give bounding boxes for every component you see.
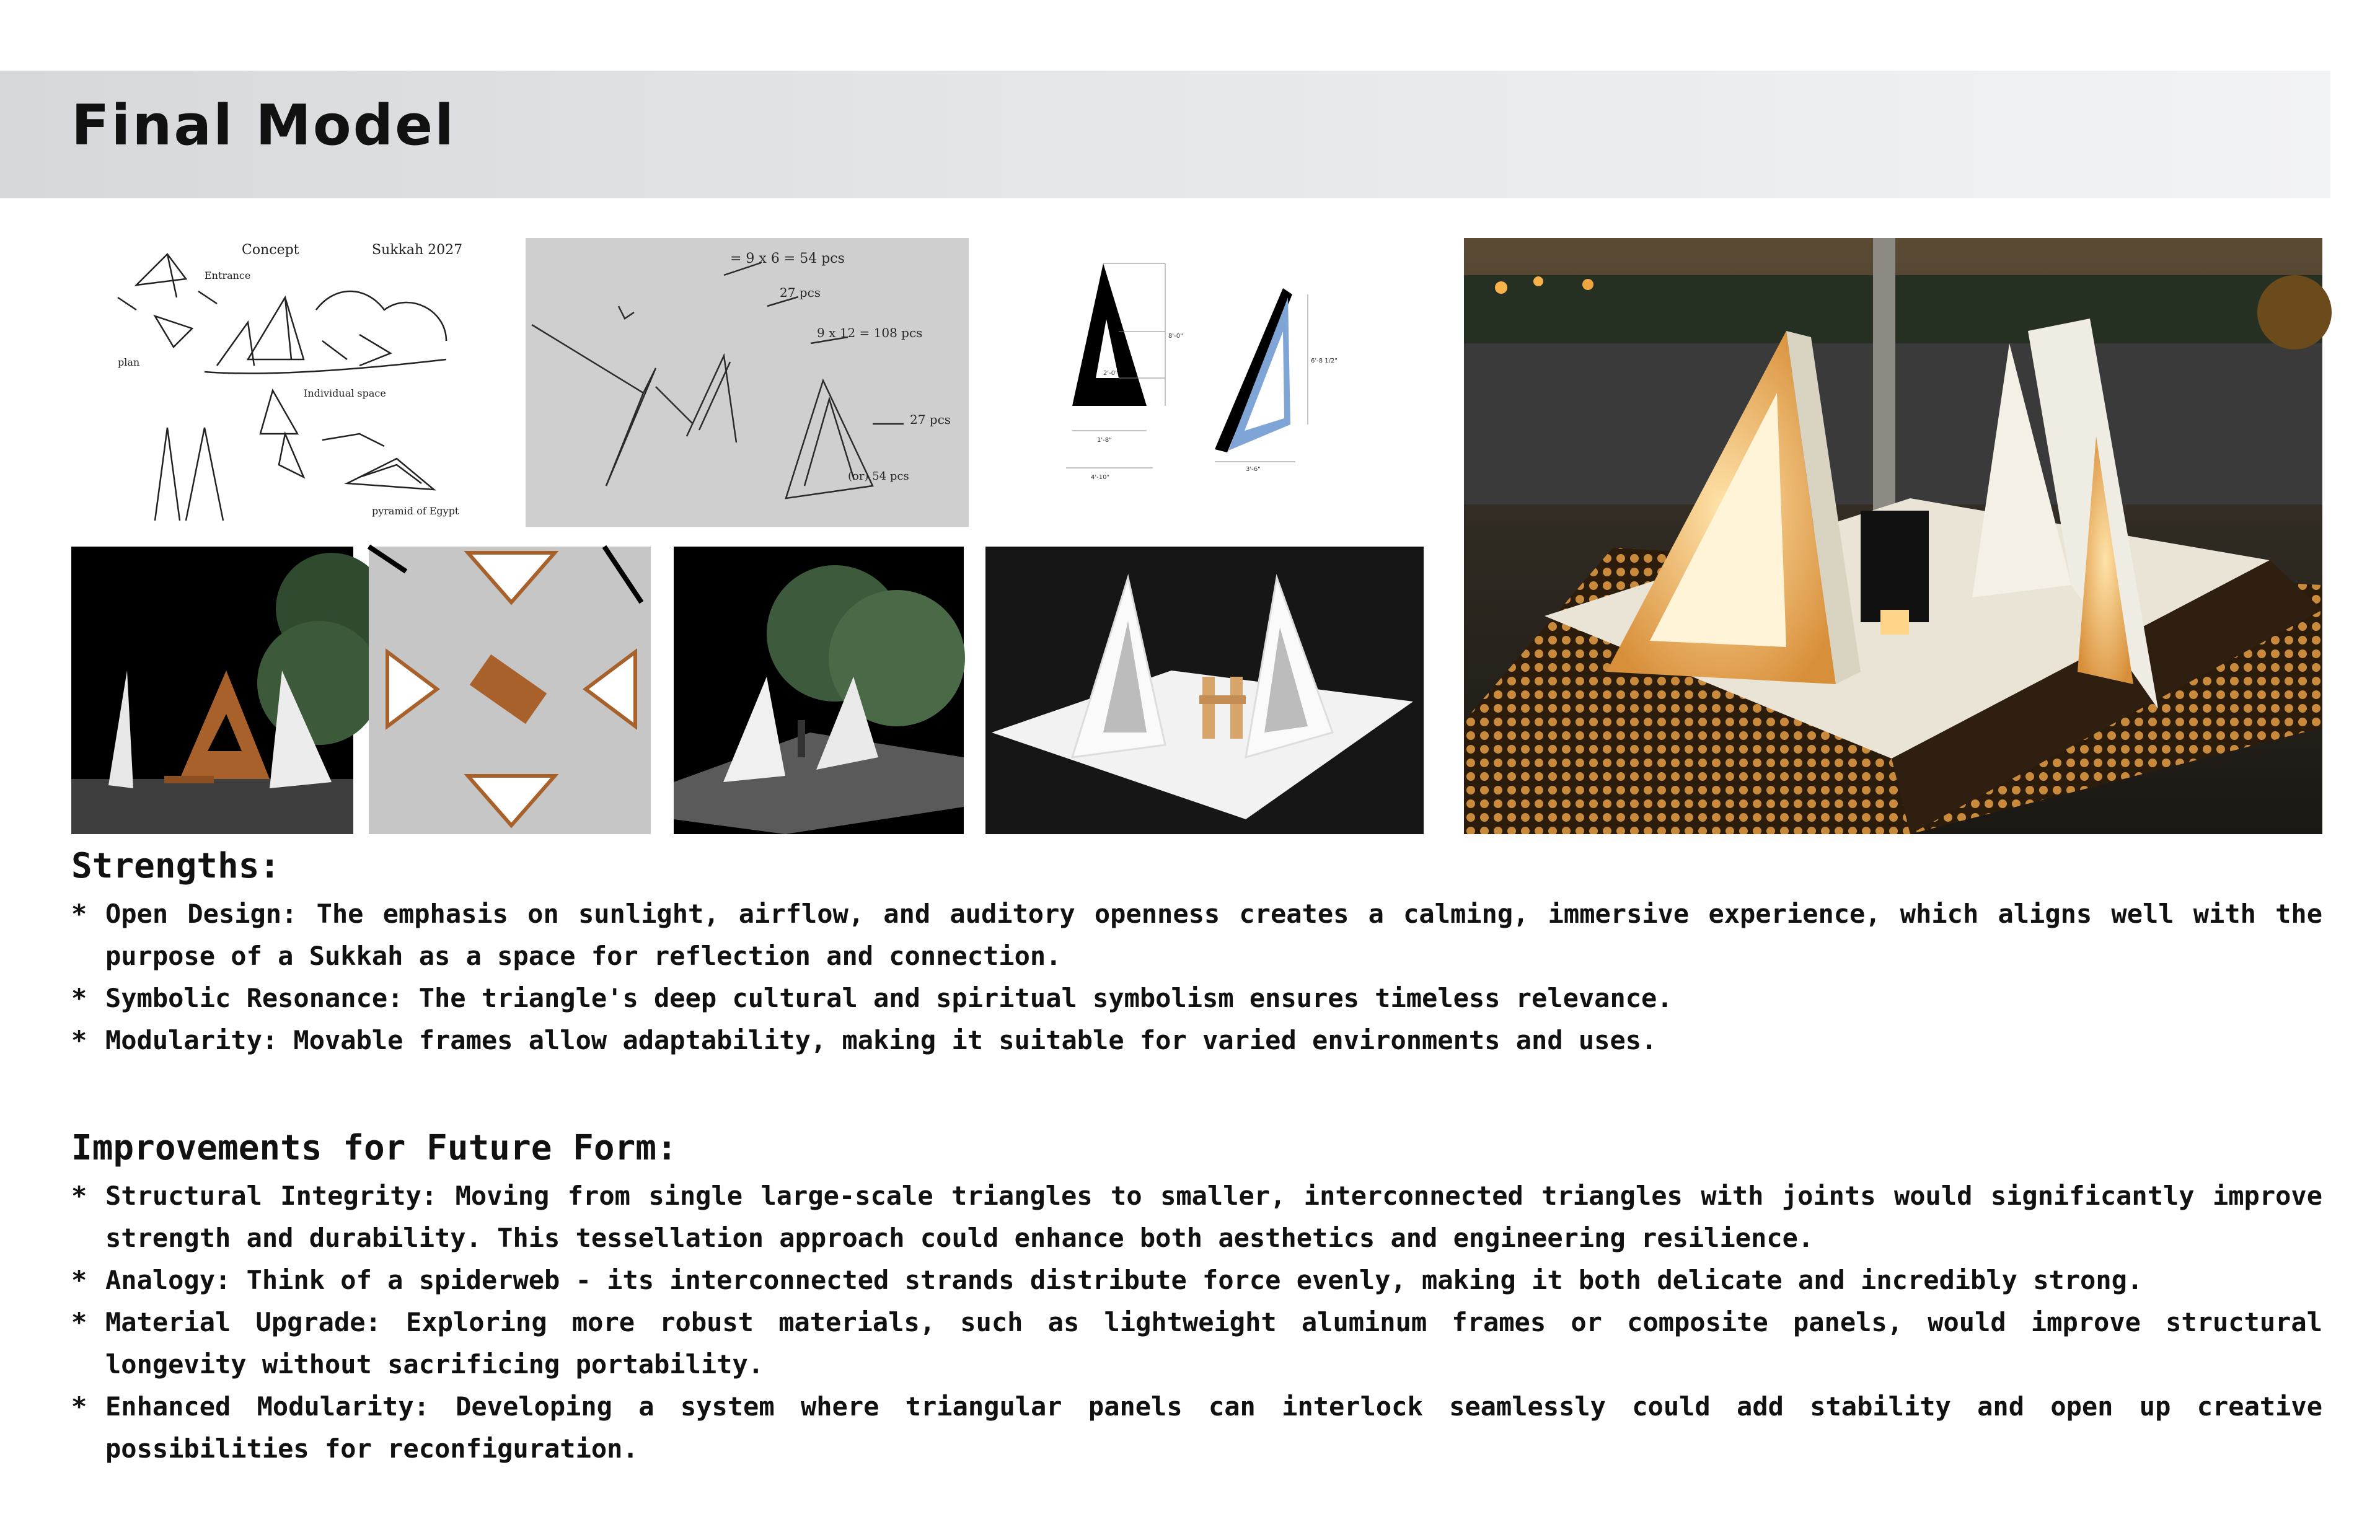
bullet-marker: * <box>71 1391 87 1422</box>
sketch2-calc-4: 27 pcs <box>910 412 951 427</box>
sketch-label-plan: plan <box>118 356 140 368</box>
dim-label-1: 8'-0" <box>1168 333 1183 340</box>
strength-text: Modularity: Movable frames allow adaptability, making it suitable for varied environments and uses. <box>105 1025 1657 1055</box>
render-elevation-image <box>71 547 353 834</box>
bullet-marker: * <box>71 1265 87 1295</box>
bullet-marker: * <box>71 1025 87 1055</box>
list-item <box>71 1386 2322 1470</box>
sketch-label-concept: Concept <box>242 242 299 258</box>
dim-label-5: 6'-8 1/2" <box>1311 358 1338 364</box>
improvement-text: Enhanced Modularity: Developing a system where triangular panels can interlock seamlessly could add stability and open up creative possibilities for reconfiguration. <box>105 1391 2322 1464</box>
concept-sketch-image <box>99 229 483 533</box>
strength-text: Open Design: The emphasis on sunlight, airflow, and auditory openness creates a calming, immersive experience, which aligns well with the purpose of a Sukkah as a space for reflection and connection. <box>105 899 2322 971</box>
physical-model-photo <box>985 547 1424 834</box>
render-plan-view-image <box>369 547 651 834</box>
dim-label-2: 2'-0" <box>1103 370 1118 377</box>
improvement-text: Material Upgrade: Exploring more robust materials, such as lightweight aluminum frames or composite panels, would improve structural longevity without sacrificing portability. <box>105 1307 2322 1379</box>
sketch2-calc-3: 9 x 12 = 108 pcs <box>817 325 923 340</box>
bullet-marker: * <box>71 1181 87 1211</box>
sketch-label-individual: Individual space <box>304 387 386 399</box>
list-item <box>71 1259 2322 1301</box>
list-item <box>71 1019 2322 1062</box>
dim-label-4: 4'-10" <box>1091 474 1110 481</box>
list-item <box>71 893 2322 977</box>
final-model-photo <box>1464 238 2322 834</box>
sketch-label-pyramid: pyramid of Egypt <box>372 505 459 517</box>
list-item <box>71 1301 2322 1386</box>
page-title: Final Model <box>71 93 456 158</box>
bullet-marker: * <box>71 1307 87 1337</box>
improvements-heading: Improvements for Future Form: <box>71 1128 677 1168</box>
improvement-text: Analogy: Think of a spiderweb - its interconnected strands distribute force evenly, making it both delicate and incredibly strong. <box>105 1265 2143 1295</box>
sketch-label-sukkah: Sukkah 2027 <box>372 242 463 258</box>
sketch-label-entrance: Entrance <box>205 270 251 281</box>
technical-drawing-image <box>1047 245 1338 499</box>
sketch2-calc-1: = 9 x 6 = 54 pcs <box>730 251 845 266</box>
construction-sketch-image <box>526 238 969 527</box>
dim-label-3: 1'-8" <box>1097 437 1112 444</box>
strengths-heading: Strengths: <box>71 846 281 886</box>
strengths-list <box>71 893 2322 1062</box>
list-item <box>71 977 2322 1019</box>
strength-text: Symbolic Resonance: The triangle's deep cultural and spiritual symbolism ensures timeless relevance. <box>105 983 1673 1013</box>
improvement-text: Structural Integrity: Moving from single large-scale triangles to smaller, interconnected triangles with joints would significantly improve strength and durability. This tessellation approach could enhance both aesthetics and engineering resilience. <box>105 1181 2322 1253</box>
sketch2-calc-2: 27 pcs <box>780 285 821 300</box>
render-perspective-image <box>674 547 964 834</box>
bullet-marker: * <box>71 899 87 929</box>
list-item <box>71 1175 2322 1259</box>
dim-label-6: 3'-6" <box>1246 466 1261 473</box>
improvements-list <box>71 1175 2322 1470</box>
sketch2-calc-5: (or) 54 pcs <box>848 470 909 483</box>
bullet-marker: * <box>71 983 87 1013</box>
